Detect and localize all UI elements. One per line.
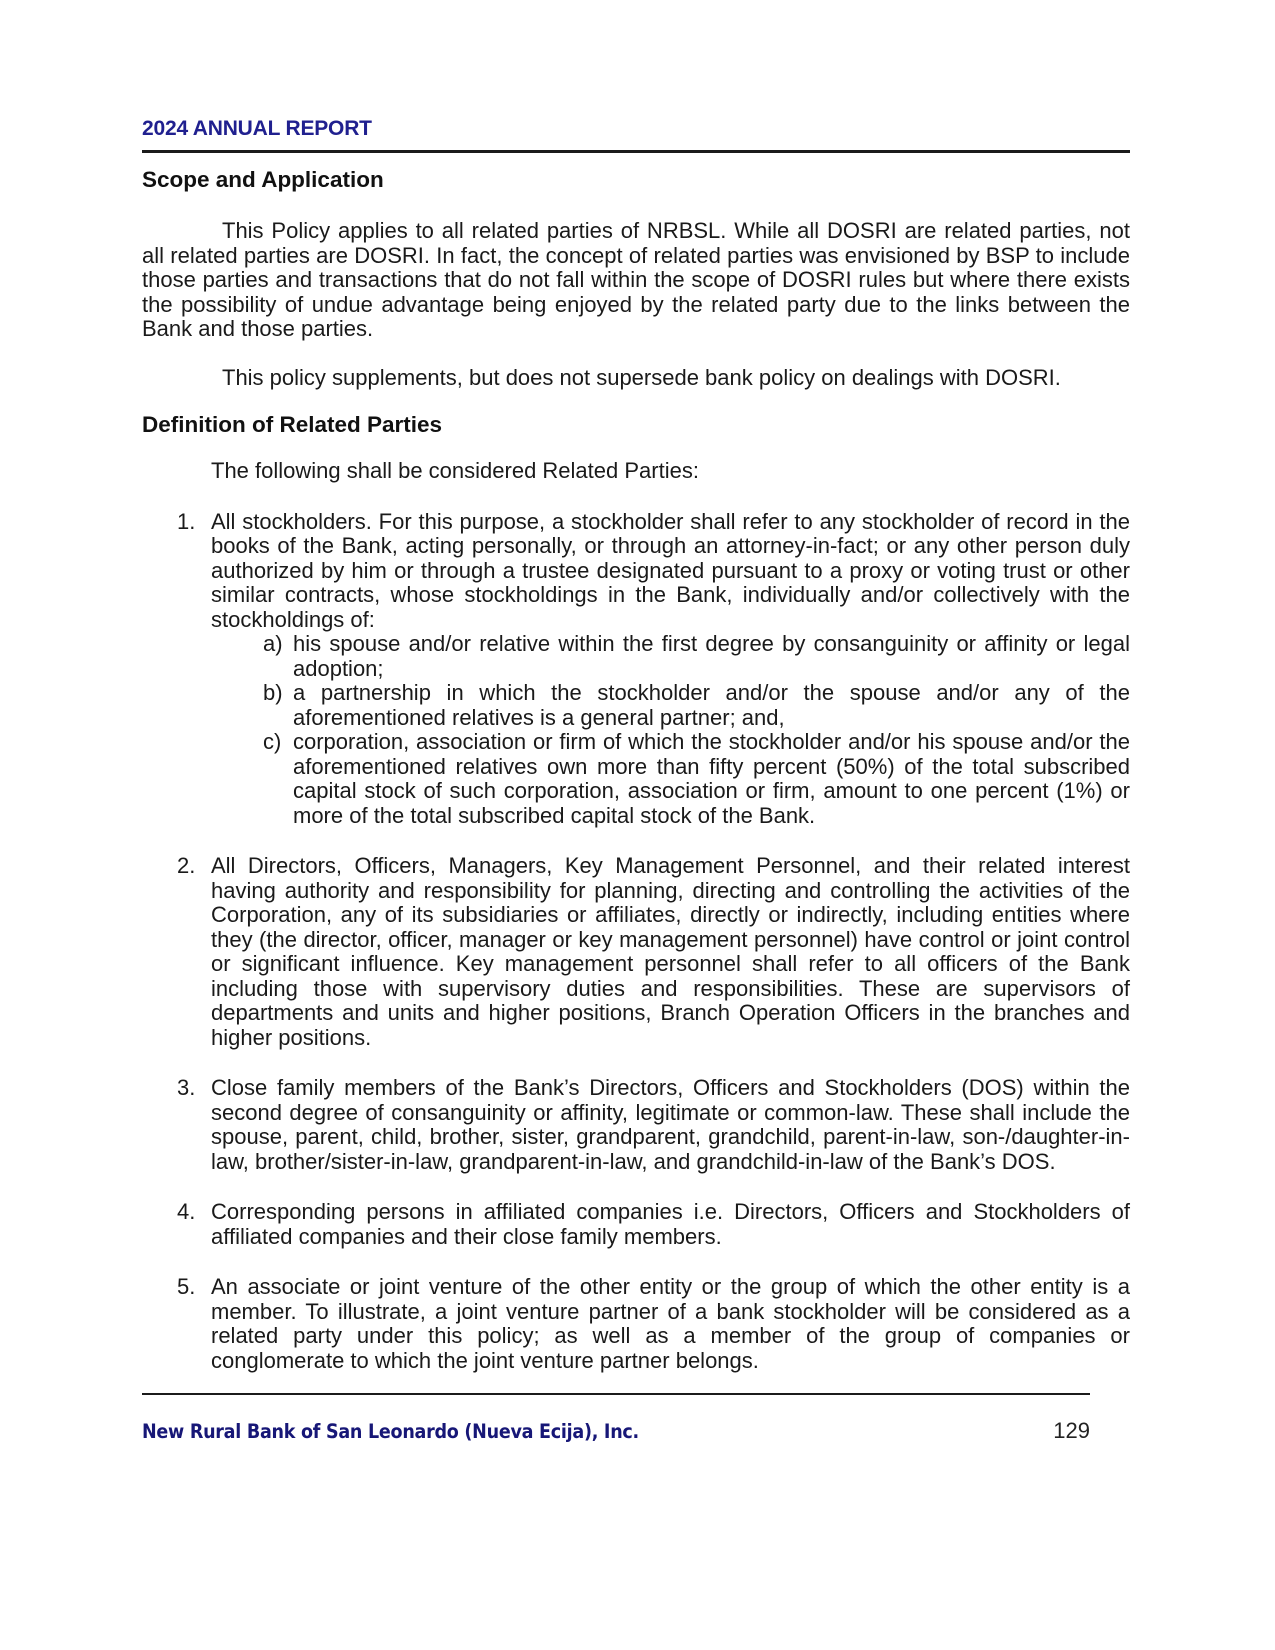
sublist-item-c bbox=[211, 730, 1130, 828]
list-item-number: 1. bbox=[177, 508, 196, 534]
list-item-3 bbox=[142, 1076, 1130, 1174]
scope-paragraph-1: This Policy applies to all related parties of NRBSL. While all DOSRI are related parties, not all related parties are DOSRI. In fact, the concept of related parties was envisioned by BSP to include those parties and transactions that do not fall within the scope of DOSRI rules but where there exists the possibility of undue advantage being enjoyed by the related party due to the links between the Bank and those parties. bbox=[142, 218, 1130, 341]
list-item-text: Close family members of the Bank’s Directors, Officers and Stockholders (DOS) within the second degree of consanguinity or affinity, legitimate or common-law. These shall include the spouse, parent, child, brother, sister, grandparent, grandchild, parent-in-law, son-/daughter-in-law, brother/sister-in-law, grandparent-in-law, and grandchild-in-law of the Bank’s DOS. bbox=[211, 1075, 1130, 1174]
sublist-item-text: a partnership in which the stockholder and/or the spouse and/or any of the aforementioned relatives is a general partner; and, bbox=[293, 680, 1130, 730]
list-item-text: All stockholders. For this purpose, a stockholder shall refer to any stockholder of record in the books of the Bank, acting personally, or through an attorney-in-fact; or any other person duly authorized by him or through a trustee designated pursuant to a proxy or voting trust or other similar contracts, whose stockholdings in the Bank, individually and/or collectively with the stockholdings of: bbox=[211, 508, 1130, 632]
list-item-text: Corresponding persons in affiliated companies i.e. Directors, Officers and Stockholders of affiliated companies and their close family members. bbox=[211, 1199, 1130, 1249]
sublist-marker: a) bbox=[263, 631, 283, 656]
list-item-number: 5. bbox=[177, 1274, 196, 1299]
sublist-marker: c) bbox=[263, 729, 282, 754]
sublist bbox=[211, 632, 1130, 828]
list-item-2 bbox=[142, 854, 1130, 1050]
list-item-text: All Directors, Officers, Managers, Key Management Personnel, and their related interest having authority and responsibility for planning, directing and controlling the activities of the Corporation, any of its subsidiaries or affiliates, directly or indirectly, including entities where they (the director, officer, manager or key management personnel) have control or joint control or significant influence. Key management personnel shall refer to all officers of the Bank including those with supervisory duties and responsibilities. These are supervisors of departments and units and higher positions, Branch Operation Officers in the branches and higher positions. bbox=[211, 853, 1130, 1050]
page-footer bbox=[142, 1393, 1090, 1444]
sublist-item-b bbox=[211, 681, 1130, 730]
list-item-1 bbox=[142, 510, 1130, 829]
list-item-5 bbox=[142, 1275, 1130, 1373]
section-heading-definition: Definition of Related Parties bbox=[142, 412, 443, 437]
section-heading-scope: Scope and Application bbox=[142, 167, 384, 192]
list-item-4 bbox=[142, 1200, 1130, 1249]
sublist-item-text: his spouse and/or relative within the first degree by consanguinity or affinity or legal adoption; bbox=[293, 631, 1130, 681]
footer-rule bbox=[142, 1393, 1090, 1395]
definition-intro: The following shall be considered Related Parties: bbox=[211, 458, 699, 483]
footer-bank-name: New Rural Bank of San Leonardo (Nueva Ecija), Inc. bbox=[142, 1420, 639, 1443]
related-parties-list bbox=[142, 510, 1130, 1374]
scope-paragraph-2: This policy supplements, but does not supersede bank policy on dealings with DOSRI. bbox=[222, 364, 1061, 390]
list-item-number: 2. bbox=[177, 853, 196, 878]
sublist-marker: b) bbox=[263, 680, 283, 705]
list-item-text: An associate or joint venture of the other entity or the group of which the other entity is a member. To illustrate, a joint venture partner of a bank stockholder will be considered as a related party under this policy; as well as a member of the group of companies or conglomerate to which the joint venture partner belongs. bbox=[211, 1274, 1130, 1373]
list-item-number: 3. bbox=[177, 1075, 196, 1100]
page-number: 129 bbox=[1053, 1418, 1090, 1443]
footer-row bbox=[142, 1419, 1090, 1444]
running-header bbox=[142, 117, 1130, 153]
sublist-item-text: corporation, association or firm of which the stockholder and/or his spouse and/or the aforementioned relatives own more than fifty percent (50%) of the total subscribed capital stock of such corporation, association or firm, amount to one percent (1%) or more of the total subscribed capital stock of the Bank. bbox=[293, 729, 1130, 828]
report-title: 2024 ANNUAL REPORT bbox=[142, 117, 372, 140]
list-item-number: 4. bbox=[177, 1199, 196, 1224]
header-rule bbox=[142, 150, 1130, 153]
sublist-item-a bbox=[211, 632, 1130, 681]
